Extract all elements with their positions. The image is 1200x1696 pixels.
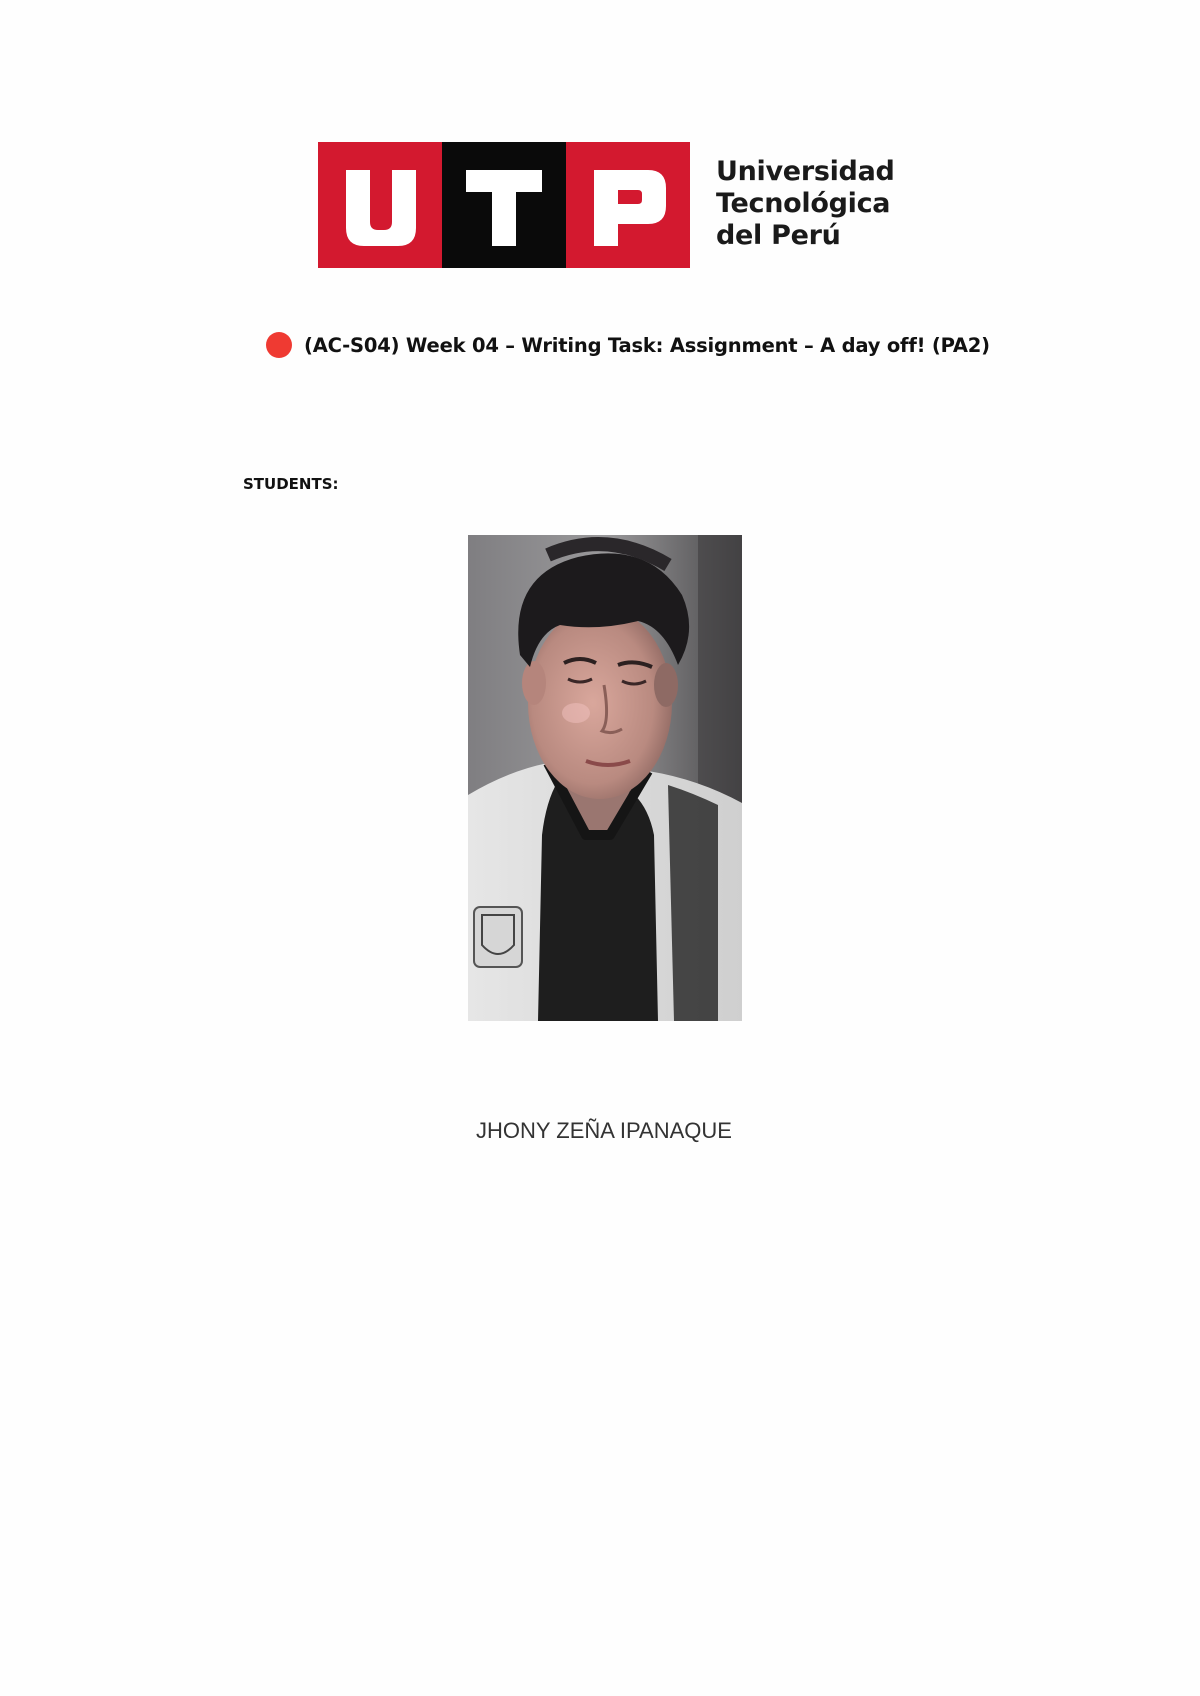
logo-wordmark [716, 156, 895, 252]
logo-line-1: Universidad [716, 156, 895, 187]
students-label: STUDENTS: [243, 475, 339, 493]
student-photo [468, 535, 742, 1021]
logo-letter-t [442, 142, 566, 268]
logo-line-3: del Perú [716, 220, 841, 251]
red-circle-icon [266, 332, 292, 358]
assignment-title-row [266, 328, 990, 362]
assignment-title: (AC-S04) Week 04 – Writing Task: Assignment – A day off! (PA2) [304, 333, 990, 357]
logo-letter-p [566, 142, 690, 268]
student-name: JHONY ZEÑA IPANAQUE [476, 1118, 732, 1143]
utp-logo [318, 142, 898, 268]
logo-letter-u [318, 142, 442, 268]
logo-line-2: Tecnológica [716, 188, 891, 219]
